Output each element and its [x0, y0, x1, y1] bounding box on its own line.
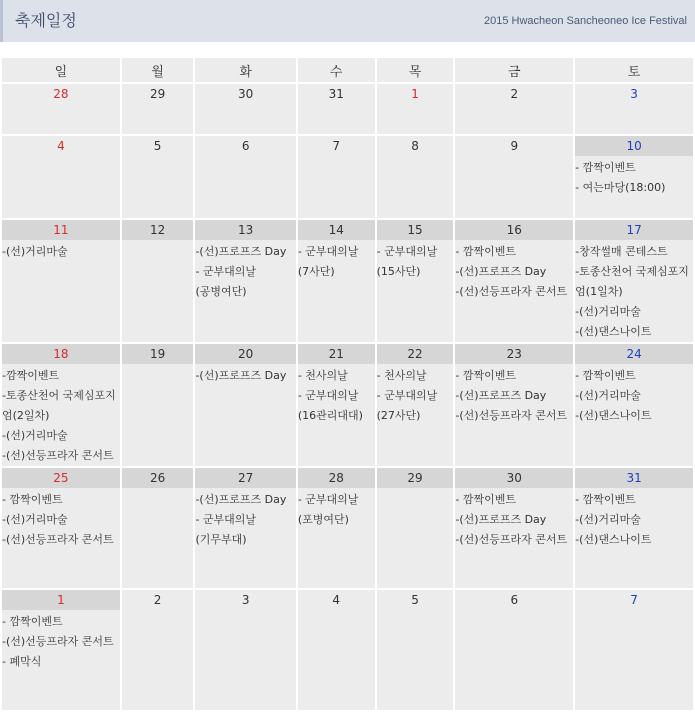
event-item[interactable]: -토종산천어 국제심포지엄(2일차) [2, 389, 116, 422]
event-item[interactable]: -깜짝이벤트 [2, 369, 60, 382]
day-number: 4 [332, 593, 341, 607]
event-list [195, 364, 295, 386]
event-item[interactable]: -(선)프로프즈 Day [455, 265, 547, 278]
calendar-day-cell[interactable] [195, 468, 295, 588]
event-item[interactable]: - 군부대의날 [195, 265, 257, 278]
event-item[interactable]: - 깜짝이벤트 [455, 369, 517, 382]
calendar-day-cell[interactable] [195, 590, 295, 710]
event-list [575, 240, 693, 342]
event-item[interactable]: -(선)거리마술 [2, 245, 68, 258]
calendar-day-cell[interactable] [122, 84, 194, 134]
day-number: 3 [241, 593, 250, 607]
event-item[interactable]: -(선)거리마술 [575, 513, 641, 526]
day-number: 9 [510, 139, 519, 153]
page-title: 축제일정 [15, 11, 77, 30]
calendar-day-cell[interactable] [377, 136, 454, 218]
calendar-week-row [2, 84, 693, 134]
calendar-day-cell[interactable] [122, 220, 194, 342]
day-number: 6 [510, 593, 519, 607]
day-number: 7 [630, 593, 638, 607]
calendar-week-row [2, 344, 693, 466]
day-number: 16 [455, 220, 573, 240]
event-list [195, 488, 295, 550]
event-item[interactable]: -(선)선등프라자 콘서트 [2, 635, 114, 648]
calendar-day-cell[interactable] [2, 590, 120, 710]
day-number: 13 [195, 220, 295, 240]
event-item[interactable]: (기무부대) [195, 533, 247, 546]
event-list [377, 240, 454, 282]
event-list [298, 240, 375, 282]
event-item[interactable]: - 군부대의날 [297, 389, 359, 402]
event-item[interactable]: -(선)댄스나이트 [575, 533, 652, 546]
weekday-thu: 목 [377, 58, 454, 82]
event-item[interactable]: (7사단) [297, 265, 335, 278]
calendar-day-cell[interactable] [575, 468, 693, 588]
event-item[interactable]: -(선)프로프즈 Day [455, 513, 547, 526]
calendar-day-cell[interactable] [377, 84, 454, 134]
day-number: 21 [298, 344, 375, 364]
calendar-day-cell[interactable] [2, 220, 120, 342]
calendar-day-cell[interactable] [122, 590, 194, 710]
weekday-wed: 수 [298, 58, 375, 82]
calendar-day-cell[interactable] [575, 590, 693, 710]
event-list [195, 240, 295, 302]
calendar-week-row [2, 590, 693, 710]
event-item[interactable]: - 여는마당(18:00) [575, 181, 666, 194]
day-number: 12 [122, 220, 194, 240]
day-number: 30 [237, 87, 254, 101]
event-item[interactable]: -(선)거리마술 [575, 305, 641, 318]
calendar-day-cell[interactable] [455, 136, 573, 218]
event-item[interactable]: -(선)거리마술 [575, 389, 641, 402]
day-number: 2 [153, 593, 162, 607]
day-number: 8 [411, 139, 419, 153]
calendar-day-cell[interactable] [298, 468, 375, 588]
event-item[interactable]: - 군부대의날 [297, 245, 359, 258]
calendar-day-cell[interactable] [455, 84, 573, 134]
event-item[interactable]: -토종산천어 국제심포지엄(1일차) [575, 265, 689, 298]
day-number: 28 [298, 468, 375, 488]
weekday-sun: 일 [2, 58, 120, 82]
day-number: 7 [332, 139, 341, 153]
event-item[interactable]: -(선)선등프라자 콘서트 [2, 533, 114, 546]
event-item[interactable]: -(선)선등프라자 콘서트 [455, 533, 568, 546]
event-item[interactable]: - 군부대의날 [195, 513, 257, 526]
event-list [575, 364, 693, 426]
calendar-day-cell[interactable] [298, 136, 375, 218]
day-number: 1 [2, 590, 120, 610]
calendar-day-cell[interactable] [298, 220, 375, 342]
weekday-sat: 토 [575, 58, 693, 82]
calendar-day-cell[interactable] [195, 84, 295, 134]
event-item[interactable]: -(선)거리마술 [2, 429, 68, 442]
day-number: 11 [2, 220, 120, 240]
calendar-day-cell[interactable] [122, 136, 194, 218]
day-number: 23 [455, 344, 573, 364]
event-list [2, 240, 120, 262]
day-number: 28 [53, 87, 69, 101]
calendar-day-cell[interactable] [2, 344, 120, 466]
day-number: 3 [630, 87, 638, 101]
event-list [575, 488, 693, 550]
event-list [2, 488, 120, 550]
event-item[interactable]: - 깜짝이벤트 [575, 161, 636, 174]
event-list [455, 240, 573, 302]
event-item[interactable]: -(선)선등프라자 콘서트 [2, 449, 114, 462]
calendar-day-cell[interactable] [575, 344, 693, 466]
weekday-tue: 화 [195, 58, 295, 82]
day-number: 10 [575, 136, 693, 156]
calendar-day-cell[interactable] [2, 468, 120, 588]
day-number: 29 [149, 87, 166, 101]
event-list [455, 364, 573, 426]
day-number: 5 [411, 593, 419, 607]
event-item[interactable]: - 천사의날 [376, 369, 427, 382]
day-number: 26 [122, 468, 194, 488]
event-list [2, 364, 120, 466]
event-list [298, 488, 375, 530]
event-item[interactable]: - 깜짝이벤트 [2, 615, 63, 628]
event-item[interactable]: -(선)선등프라자 콘서트 [455, 285, 568, 298]
calendar-day-cell[interactable] [195, 136, 295, 218]
event-item[interactable]: - 폐막식 [2, 655, 42, 668]
festival-subtitle: 2015 Hwacheon Sancheoneo Ice Festival [483, 15, 687, 27]
event-item[interactable]: (공병여단) [195, 285, 247, 298]
event-item[interactable]: - 천사의날 [297, 369, 348, 382]
day-number: 25 [2, 468, 120, 488]
event-item[interactable]: (27사단) [376, 409, 421, 422]
event-item[interactable]: -(선)프로프즈 Day [455, 389, 547, 402]
day-number: 4 [57, 139, 65, 153]
day-number: 31 [328, 87, 344, 101]
day-number: 27 [195, 468, 295, 488]
event-item[interactable]: - 깜짝이벤트 [575, 369, 636, 382]
calendar-day-cell[interactable] [455, 220, 573, 342]
calendar-day-cell[interactable] [575, 220, 693, 342]
event-item[interactable]: -(선)댄스나이트 [575, 325, 652, 338]
calendar-day-cell[interactable] [455, 590, 573, 710]
day-number: 15 [377, 220, 454, 240]
event-item[interactable]: - 군부대의날 [376, 389, 438, 402]
weekday-fri: 금 [455, 58, 573, 82]
event-item[interactable]: (포병여단) [297, 513, 349, 526]
day-number: 17 [575, 220, 693, 240]
calendar-day-cell[interactable] [122, 468, 194, 588]
day-number: 29 [377, 468, 454, 488]
day-number: 22 [377, 344, 454, 364]
day-number: 18 [2, 344, 120, 364]
day-number: 30 [455, 468, 573, 488]
event-item[interactable]: - 깜짝이벤트 [575, 493, 636, 506]
event-item[interactable]: -창작썰매 콘테스트 [575, 245, 668, 258]
calendar-week-row [2, 136, 693, 218]
event-list [298, 364, 375, 426]
day-number: 5 [153, 139, 162, 153]
calendar-day-cell[interactable] [455, 344, 573, 466]
event-item[interactable]: - 깜짝이벤트 [455, 493, 517, 506]
event-item[interactable]: - 군부대의날 [376, 245, 438, 258]
event-list [455, 488, 573, 550]
event-list [575, 156, 693, 198]
day-number: 19 [122, 344, 194, 364]
calendar-week-row [2, 468, 693, 588]
festival-calendar [0, 56, 695, 712]
event-item[interactable]: -(선)선등프라자 콘서트 [455, 409, 568, 422]
calendar-day-cell[interactable] [377, 344, 454, 466]
calendar-day-cell[interactable] [575, 136, 693, 218]
event-list [2, 610, 120, 672]
event-item[interactable]: -(선)거리마술 [2, 513, 68, 526]
page-header [0, 0, 695, 42]
event-item[interactable]: -(선)댄스나이트 [575, 409, 652, 422]
calendar-day-cell[interactable] [575, 84, 693, 134]
calendar-day-cell[interactable] [455, 468, 573, 588]
day-number: 14 [298, 220, 375, 240]
event-item[interactable]: - 군부대의날 [297, 493, 359, 506]
day-number: 20 [195, 344, 295, 364]
event-item[interactable]: -(선)프로프즈 Day [195, 493, 287, 506]
weekday-header-row [2, 58, 693, 82]
day-number: 6 [241, 139, 250, 153]
event-item[interactable]: - 깜짝이벤트 [2, 493, 63, 506]
day-number: 31 [575, 468, 693, 488]
calendar-day-cell[interactable] [377, 590, 454, 710]
day-number: 1 [411, 87, 419, 101]
day-number: 2 [510, 87, 519, 101]
calendar-day-cell[interactable] [2, 136, 120, 218]
day-number: 24 [575, 344, 693, 364]
calendar-day-cell[interactable] [377, 220, 454, 342]
calendar-week-row [2, 220, 693, 342]
calendar-day-cell[interactable] [195, 220, 295, 342]
event-item[interactable]: -(선)프로프즈 Day [195, 369, 287, 382]
calendar-day-cell[interactable] [298, 84, 375, 134]
event-item[interactable]: (16관리대대) [297, 409, 363, 422]
calendar-day-cell[interactable] [195, 344, 295, 466]
event-item[interactable]: (15사단) [376, 265, 421, 278]
calendar-day-cell[interactable] [298, 344, 375, 466]
calendar-day-cell[interactable] [298, 590, 375, 710]
calendar-day-cell[interactable] [2, 84, 120, 134]
event-item[interactable]: -(선)프로프즈 Day [195, 245, 287, 258]
event-list [377, 364, 454, 426]
weekday-mon: 월 [122, 58, 194, 82]
calendar-day-cell[interactable] [122, 344, 194, 466]
event-item[interactable]: - 깜짝이벤트 [455, 245, 517, 258]
calendar-day-cell[interactable] [377, 468, 454, 588]
